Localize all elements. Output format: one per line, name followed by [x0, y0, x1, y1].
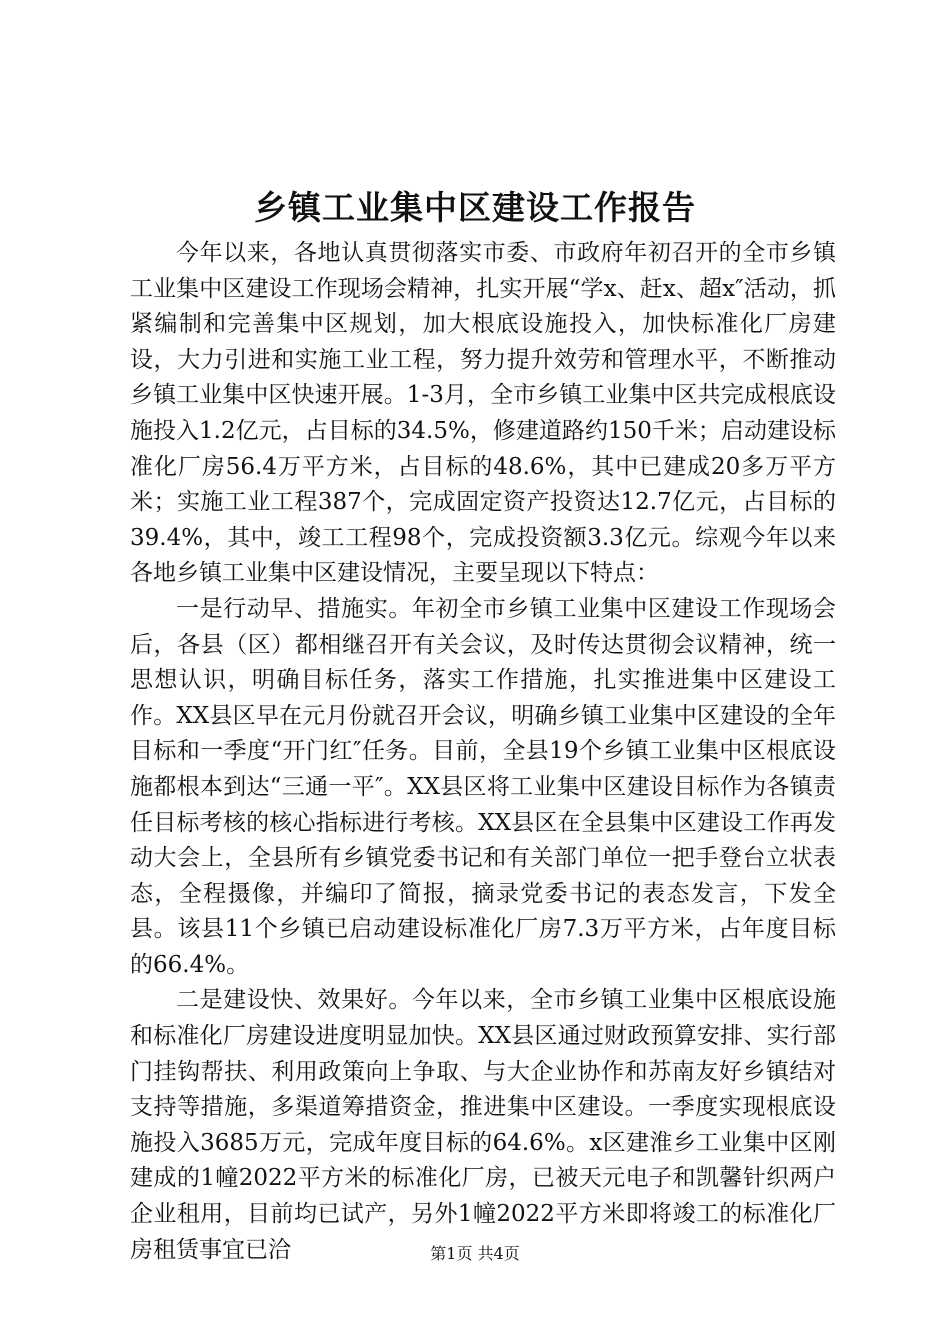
document-body	[130, 236, 836, 1268]
page-footer: 第1页 共4页	[430, 1244, 520, 1263]
document-title: 乡镇工业集中区建设工作报告	[254, 188, 696, 227]
paragraph-intro: 今年以来，各地认真贯彻落实市委、市政府年初召开的全市乡镇工业集中区建设工作现场会精神，扎实开展“学x、赶x、超x″活动，抓紧编制和完善集中区规划，加大根底设施投入，加快标准化厂房建设，大力引进和实施工业工程，努力提升效劳和管理水平，不断推动乡镇工业集中区快速开展。1-3月，全市乡镇工业集中区共完成根底设施投入1.2亿元，占目标的34.5%，修建道路约150千米；启动建设标准化厂房56.4万平方米，占目标的48.6%，其中已建成20多万平方米；实施工业工程387个，完成固定资产投资达12.7亿元，占目标的39.4%，其中，竣工工程98个，完成投资额3.3亿元。综观今年以来各地乡镇工业集中区建设情况，主要呈现以下特点：	[130, 240, 836, 587]
paragraph-point-one: 一是行动早、措施实。年初全市乡镇工业集中区建设工作现场会后，各县（区）都相继召开有关会议，及时传达贯彻会议精神，统一思想认识，明确目标任务，落实工作措施，扎实推进集中区建设工作。XX县区早在元月份就召开会议，明确乡镇工业集中区建设的全年目标和一季度“开门红″任务。目前，全县19个乡镇工业集中区根底设施都根本到达“三通一平″。XX县区将工业集中区建设目标作为各镇责任目标考核的核心指标进行考核。XX县区在全县集中区建设工作再发动大会上，全县所有乡镇党委书记和有关部门单位一把手登台立状表态，全程摄像，并编印了简报，摘录党委书记的表态发言，下发全县。该县11个乡镇已启动建设标准化厂房7.3万平方米，占年度目标的66.4%。	[130, 595, 836, 978]
paragraph-point-two: 二是建设快、效果好。今年以来，全市乡镇工业集中区根底设施和标准化厂房建设进度明显加快。XX县区通过财政预算安排、实行部门挂钩帮扶、利用政策向上争取、与大企业协作和苏南友好乡镇结对支持等措施，多渠道筹措资金，推进集中区建设。一季度实现根底设施投入3685万元，完成年度目标的64.6%。x区建淮乡工业集中区刚建成的1幢2022平方米的标准化厂房，已被天元电子和凯馨针织两户企业租用，目前均已试产，另外1幢2022平方米即将竣工的标准化厂房租赁事宜已洽	[130, 987, 836, 1263]
